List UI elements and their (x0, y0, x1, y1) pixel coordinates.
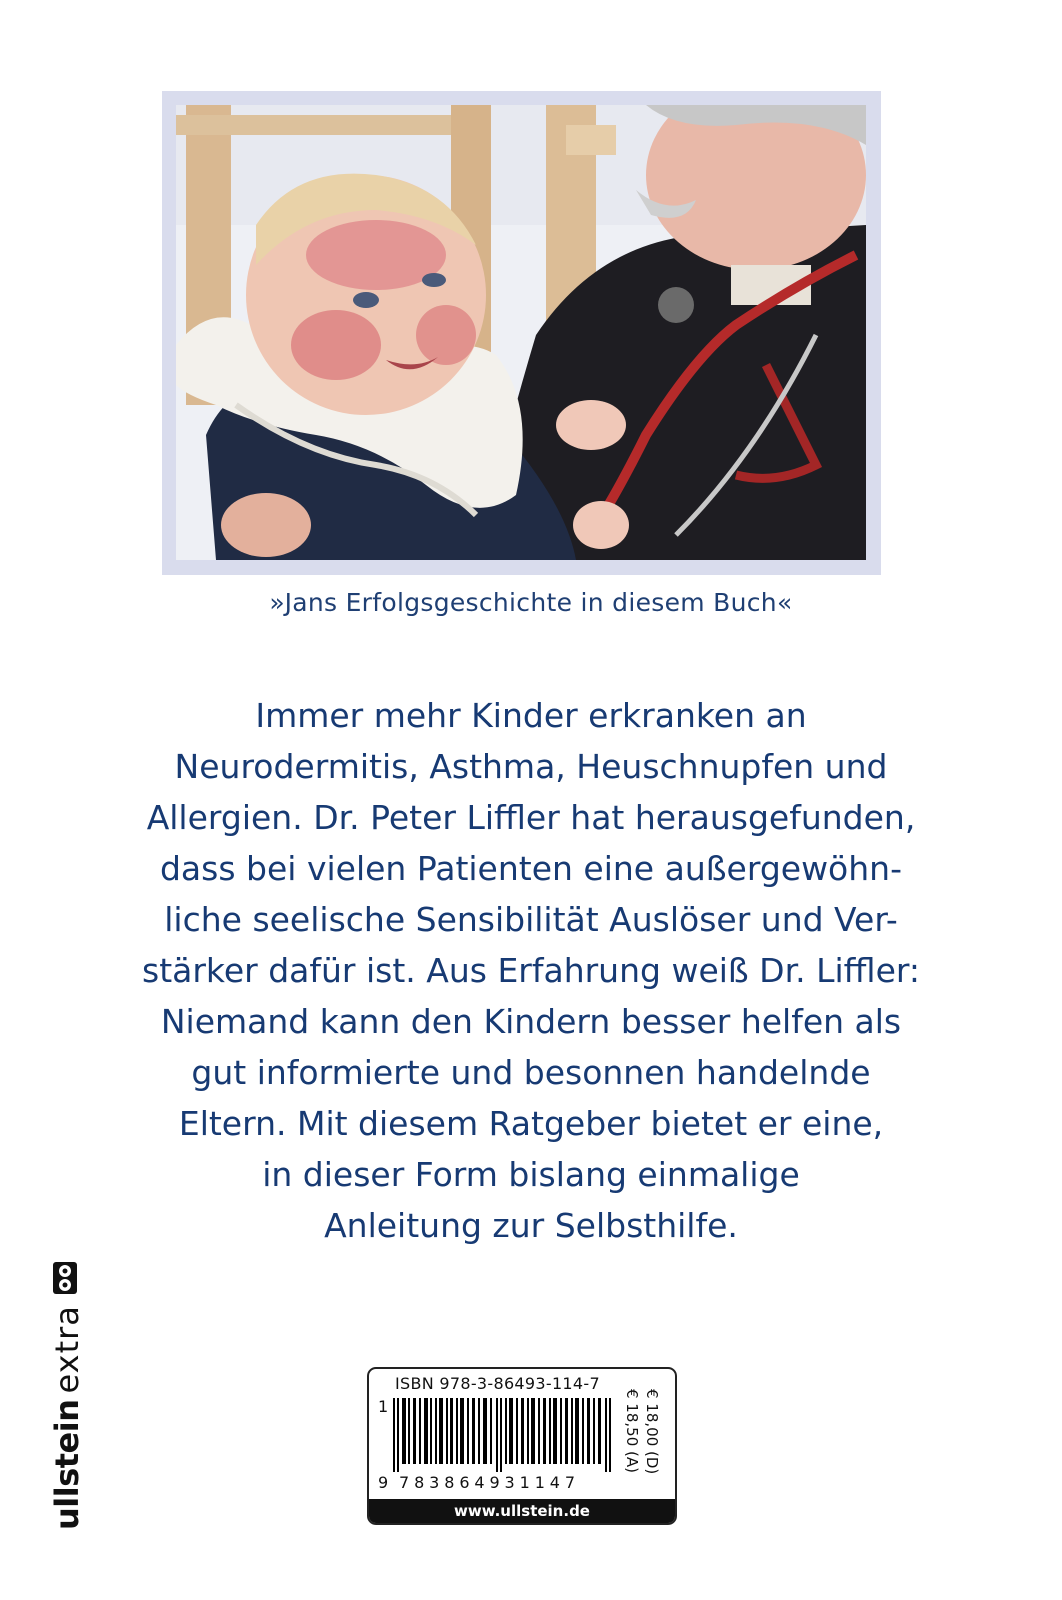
barcode-first-digit: 1 (378, 1397, 389, 1416)
cover-photo (176, 105, 866, 560)
price-block (621, 1389, 665, 1489)
price-germany: € 18,00 (D) (643, 1389, 661, 1475)
book-blurb (110, 690, 952, 1251)
owl-icon (51, 1261, 83, 1295)
photo-illustration (176, 105, 866, 560)
publisher-url: www.ullstein.de (369, 1499, 675, 1523)
isbn-label: ISBN 978-3-86493-114-7 (395, 1374, 600, 1393)
barcode-bars (393, 1398, 615, 1472)
blurb-line: Eltern. Mit diesem Ratgeber bietet er eine, (178, 1104, 884, 1143)
photo-frame (162, 91, 881, 575)
barcode-box (367, 1367, 677, 1525)
blurb-line: Niemand kann den Kindern besser helfen als (160, 1002, 902, 1041)
publisher-brand: ullstein (48, 1399, 86, 1530)
blurb-line: Anleitung zur Selbsthilfe. (324, 1206, 738, 1245)
blurb-line: liche seelische Sensibilität Auslöser und Ver- (164, 900, 898, 939)
photo-caption: »Jans Erfolgsgeschichte in diesem Buch« (269, 588, 793, 617)
publisher-series: extra (48, 1305, 86, 1394)
publisher-logo (48, 1261, 86, 1530)
blurb-line: gut informierte und besonnen handelnde (191, 1053, 871, 1092)
blurb-line: Neurodermitis, Asthma, Heuschnupfen und (174, 747, 888, 786)
blurb-line: in dieser Form bislang einmalige (262, 1155, 800, 1194)
barcode-leading-digit: 9 (378, 1473, 389, 1492)
blurb-line: dass bei vielen Patienten eine außergewöhn- (159, 849, 902, 888)
price-austria: € 18,50 (A) (623, 1389, 641, 1473)
blurb-line: Immer mehr Kinder erkranken an (255, 696, 807, 735)
barcode-digits: 783864931147 (399, 1473, 580, 1492)
blurb-line: Allergien. Dr. Peter Liffler hat herausgefunden, (146, 798, 916, 837)
blurb-line: stärker dafür ist. Aus Erfahrung weiß Dr. Liffler: (142, 951, 920, 990)
